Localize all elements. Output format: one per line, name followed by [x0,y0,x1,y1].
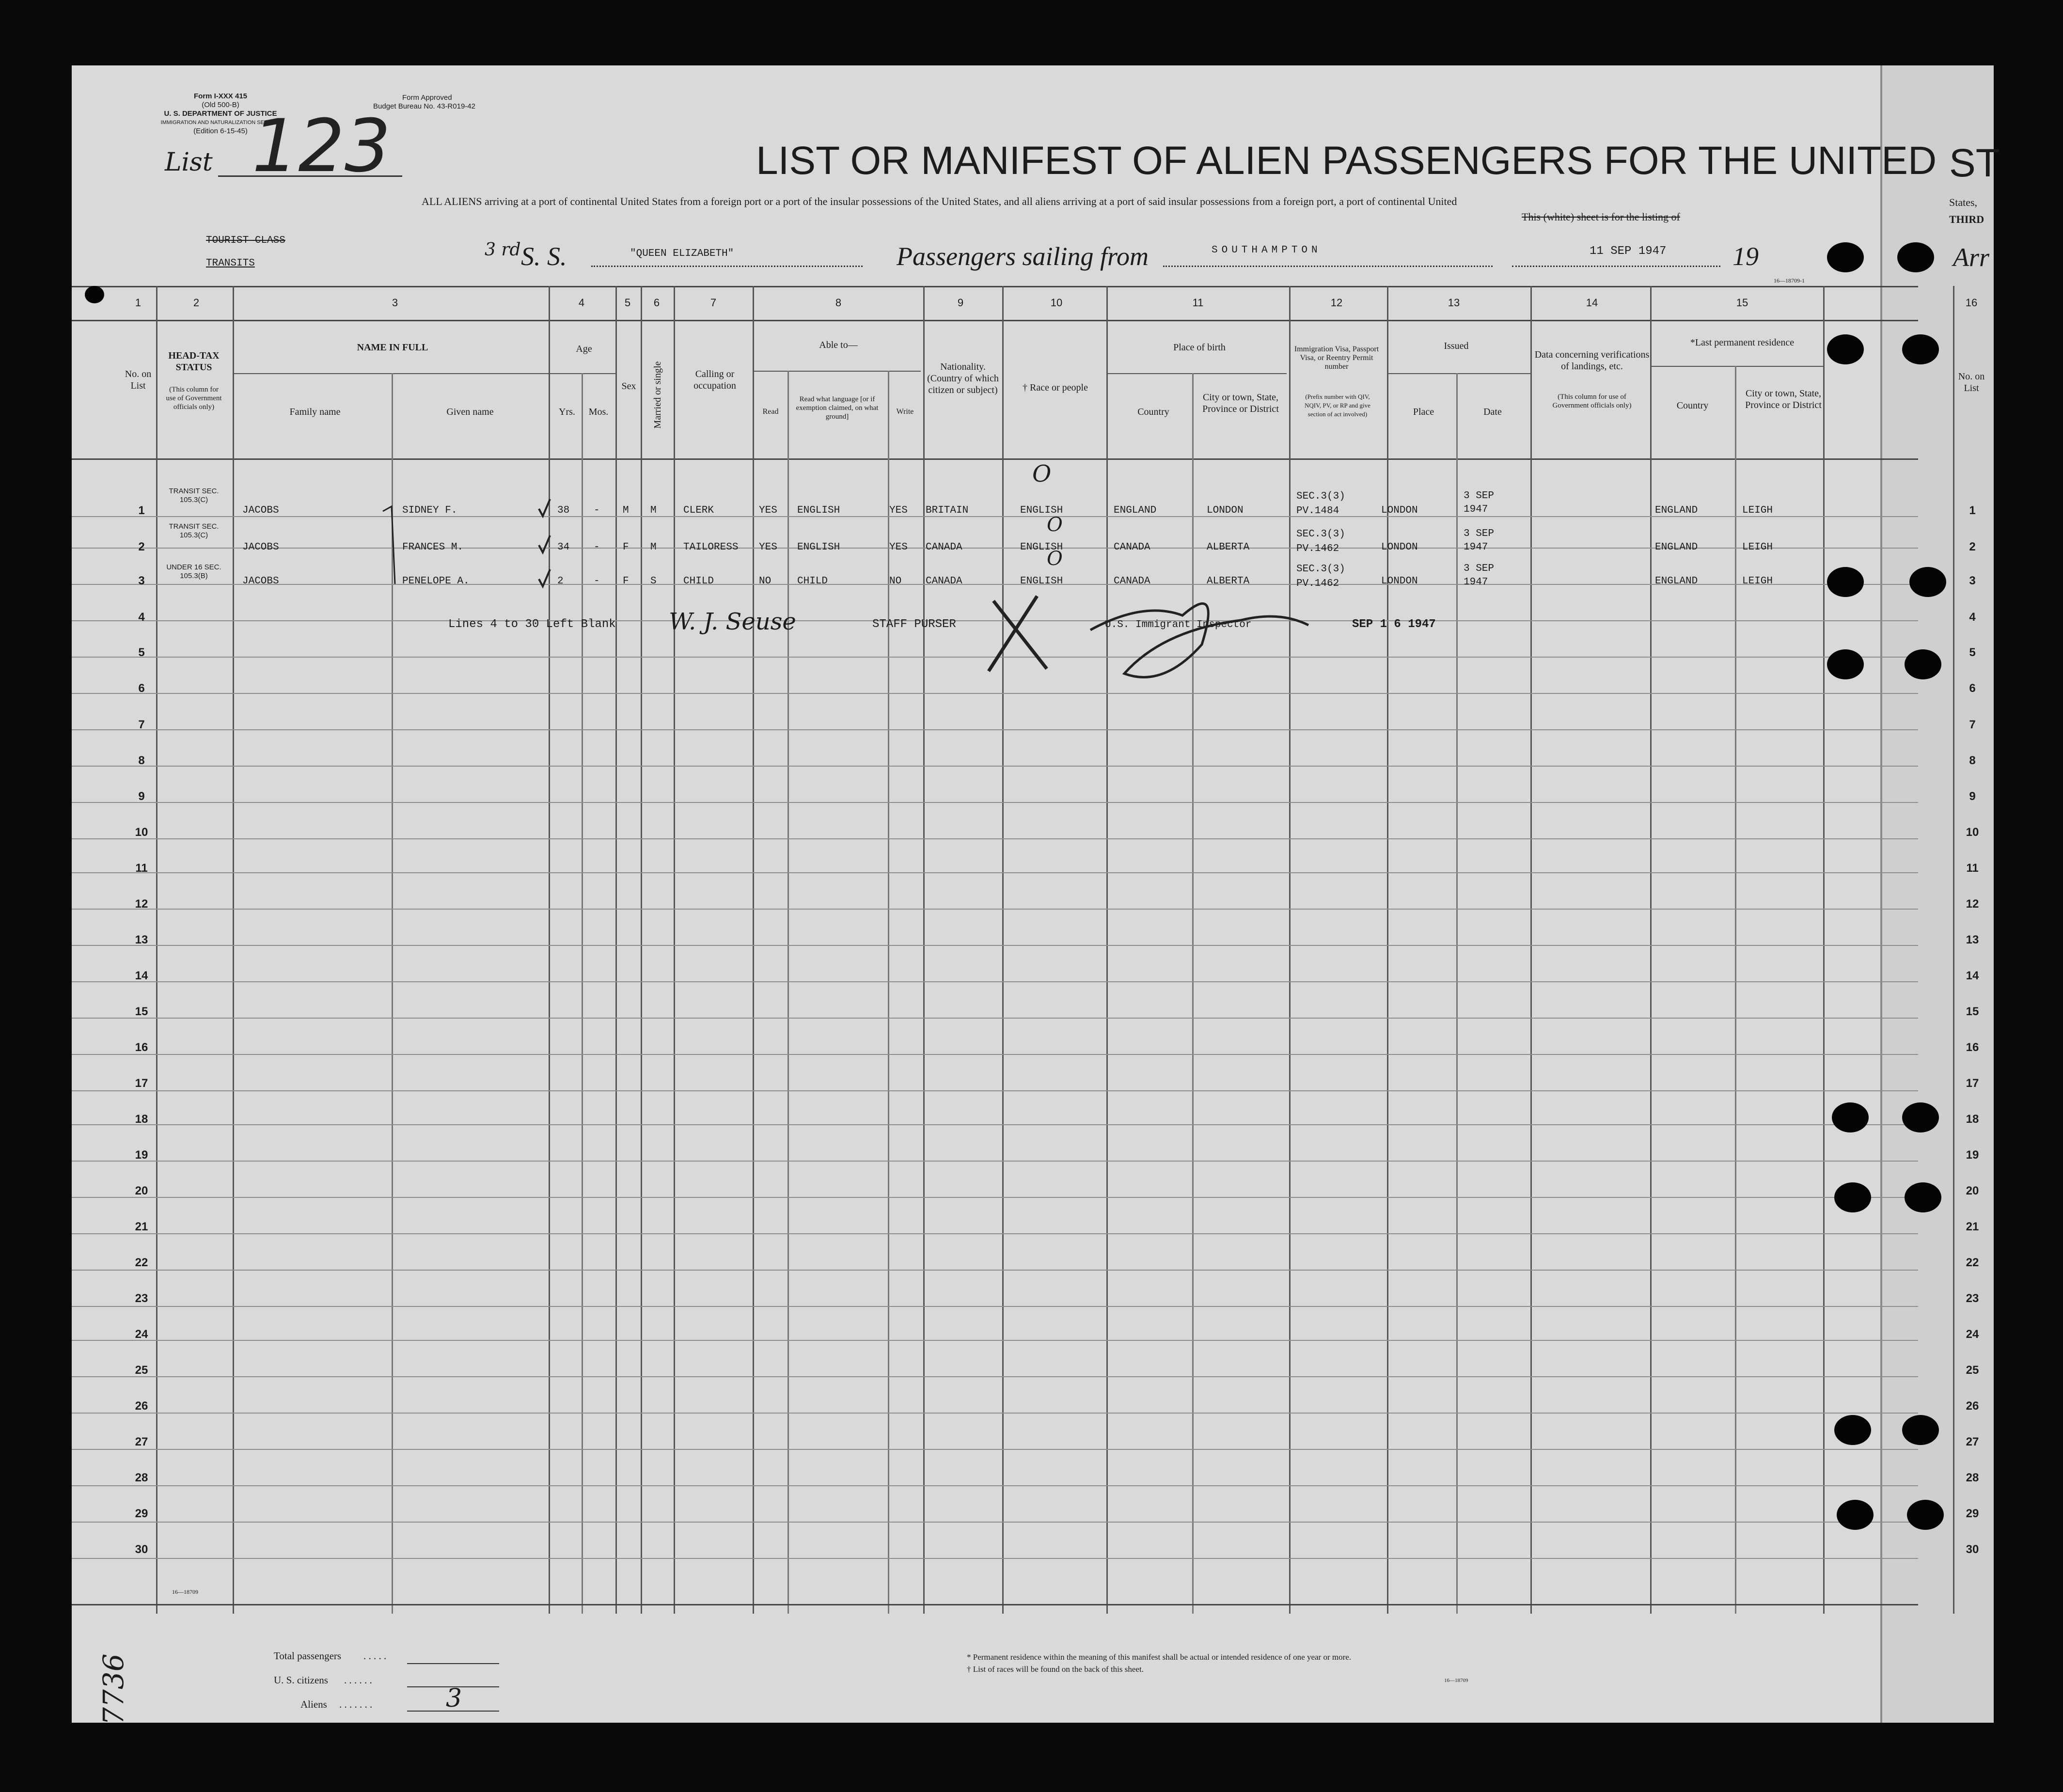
row-number-right: 4 [1969,611,1976,624]
header-given-name: Given name [446,407,494,417]
class-stamp: TOURIST CLASS [206,235,285,246]
row-number-right: 18 [1966,1113,1979,1126]
birth-country: CANADA [1114,576,1150,587]
header-verification: Data concerning verifications of landings, etc. [1534,349,1650,372]
row-number-right: 21 [1966,1220,1979,1233]
row-number-right: 15 [1966,1005,1979,1018]
read-language: ENGLISH [797,542,840,553]
given-name: PENELOPE A. [402,576,470,587]
row-number: 8 [138,754,145,767]
header-calling: Calling or occupation [693,369,736,391]
issued-place: LONDON [1381,576,1418,587]
column-number-1: 1 [135,297,142,309]
row-number: 12 [135,897,148,911]
residence-city: LEIGH [1742,576,1773,587]
punch-hole [1907,1500,1944,1530]
right-fragment-states: States, [1949,196,1978,208]
read-language: ENGLISH [797,505,840,516]
residence-country: ENGLAND [1655,576,1698,587]
row-number: 23 [135,1292,148,1305]
inspector-label: U.S. Immigrant Inspector [1105,619,1252,630]
row-number-right: 11 [1966,862,1979,875]
column-number-5: 5 [624,297,631,309]
issued-date: 3 SEP 1947 [1464,563,1495,588]
staff-purser-label: STAFF PURSER [872,618,956,631]
check-mark [539,499,550,516]
row-number: 19 [135,1148,148,1162]
residence-city: LEIGH [1742,505,1773,516]
birth-country: ENGLAND [1114,505,1157,516]
margin-number: 7736 [97,1653,130,1725]
row-number: 6 [138,682,145,695]
birth-city: ALBERTA [1207,542,1250,553]
can-read: NO [759,576,772,587]
row-number-right: 17 [1966,1077,1979,1090]
list-number: 123 [252,104,391,189]
header-birth-country: Country [1137,407,1169,417]
row-number-right: 30 [1966,1543,1979,1556]
nationality: CANADA [926,576,962,587]
form-edition: (Edition 6-15-45) [193,127,248,135]
age-months: - [594,576,600,587]
family-name: JACOBS [242,505,279,516]
header-head-tax-note: (This column for use of Government officials only) [166,386,222,411]
race: ENGLISH [1020,576,1063,587]
row-number-right: 16 [1966,1041,1979,1054]
us-citizens-dots: . . . . . . [344,1674,372,1686]
manifest-subtitle: ALL ALIENS arriving at a port of continental United States from a foreign port or a port of the insular possessions of the United States, and all aliens arriving at a port of said insular possessions from a foreign port, a port of continental United [422,195,1457,207]
age-months: - [594,505,600,516]
punch-hole [1837,1500,1874,1530]
row-number-right: 8 [1969,754,1976,767]
row-number-right: 19 [1966,1148,1979,1162]
row-number-right: 7 [1969,718,1976,731]
footnote-residence: * Permanent residence within the meaning of this manifest shall be actual or intended residence of one year or more. [967,1652,1352,1662]
row-number-right: 26 [1966,1399,1979,1413]
birth-city: ALBERTA [1207,576,1250,587]
service-name: IMMIGRATION AND NATURALIZATION SERVICE [160,120,281,126]
header-res-country: Country [1676,400,1709,411]
row-number-right: 25 [1966,1364,1979,1377]
age-years: 2 [557,576,564,587]
header-nationality: Nationality. (Country of which citizen or subject) [927,362,999,395]
aliens-dots: . . . . . . . [339,1698,373,1710]
row-number: 7 [138,718,145,731]
header-issued: Issued [1444,341,1469,351]
race-mark: O [1032,460,1052,487]
header-birth-city: City or town, State, Province or District [1202,392,1279,414]
manifest-title: LIST OR MANIFEST OF ALIEN PASSENGERS FOR THE UNITED [756,139,1937,183]
form-number: Form I-XXX 415 [193,92,248,100]
header-sex: Sex [621,381,636,392]
row-number: 11 [135,862,148,875]
column-number-10: 10 [1050,297,1063,309]
column-number-6: 6 [653,297,660,309]
residence-city: LEIGH [1742,542,1773,553]
header-family-name: Family name [289,407,341,417]
row-number-right: 20 [1966,1184,1979,1197]
column-number-13: 13 [1448,297,1460,309]
header-last-residence: *Last permanent residence [1690,337,1795,348]
header-verification-note: (This column for use of Government officials only) [1552,393,1632,409]
sailing-port: SOUTHAMPTON [1212,245,1322,256]
purser-signature: W. J. Seuse [669,608,796,635]
row-number-right: 22 [1966,1256,1979,1269]
header-head-tax: HEAD-TAX STATUS [168,350,220,373]
header-read: Read [762,408,779,416]
right-fragment-third: THIRD [1949,213,1984,225]
family-name: JACOBS [242,576,279,587]
issued-place: LONDON [1381,505,1418,516]
sex: F [623,542,629,553]
header-issued-place: Place [1413,407,1434,417]
header-read-language: Read what language [or if exemption claimed, on what ground] [796,395,879,421]
department-name: U. S. DEPARTMENT OF JUSTICE [164,110,277,118]
column-number-7: 7 [710,297,717,309]
can-write: NO [889,576,902,587]
marital-status: S [650,576,657,587]
sex: M [623,505,629,516]
ship-name: "QUEEN ELIZABETH" [630,248,734,259]
header-race: † Race or people [1023,382,1088,393]
row-number: 22 [135,1256,148,1269]
visa-number: SEC.3(3) PV.1484 [1296,491,1345,517]
column-number-14: 14 [1586,297,1598,309]
punch-hole [1834,1182,1871,1212]
row-number: 5 [138,646,145,659]
occupation: TAILORESS [683,542,739,553]
issued-date: 3 SEP 1947 [1464,528,1495,553]
punch-hole [1902,334,1939,364]
check-mark [539,535,550,552]
header-place-of-birth: Place of birth [1173,342,1226,353]
punch-hole [1897,242,1934,272]
residence-country: ENGLAND [1655,505,1698,516]
row-number: 29 [135,1507,148,1520]
read-language: CHILD [797,576,828,587]
handwritten-cross [989,596,1047,671]
row-number: 24 [135,1328,148,1341]
sailing-from-label: Passengers sailing from [897,242,1149,271]
row-number-right: 3 [1969,574,1976,587]
row-number-right: 5 [1969,646,1976,659]
blank-lines-note: Lines 4 to 30 Left Blank [448,618,616,631]
budget-bureau: Budget Bureau No. 43-R019-42 [373,102,475,110]
row-number: 28 [135,1471,148,1484]
row-number: 10 [135,826,148,839]
header-able-to: Able to— [819,340,858,350]
footnote-races: † List of races will be found on the back of this sheet. [967,1665,1144,1674]
punch-hole [1827,334,1864,364]
marital-status: M [650,505,657,516]
footnote-ref: 16—18709 [1444,1678,1468,1683]
sailing-date: 11 SEP 1947 [1590,245,1667,258]
header-visa-note: (Prefix number with QIV, NQIV, PV, or RP and give section of act involved) [1305,393,1370,418]
list-label: List [165,148,213,177]
us-citizens-label: U. S. citizens [274,1674,328,1686]
punch-hole [1902,1415,1939,1445]
header-res-city: City or town, State, Province or District [1745,388,1822,410]
column-number-4: 4 [578,297,585,309]
row-number: 1 [138,504,145,517]
punch-hole [1832,1102,1869,1132]
visa-number: SEC.3(3) PV.1462 [1296,564,1345,589]
row-number-right: 24 [1966,1328,1979,1341]
family-name: JACOBS [242,542,279,553]
punch-hole [1905,649,1941,679]
aliens-label: Aliens [300,1698,327,1710]
occupation: CLERK [683,505,714,516]
header-visa: Immigration Visa, Passport Visa, or Reentry Permit number [1294,345,1379,371]
row-number-right: 12 [1966,897,1979,911]
row-number-right: 6 [1969,682,1976,695]
total-line [407,1663,499,1664]
row-number: 14 [135,969,148,982]
bracket-mark [383,506,395,584]
row-number: 25 [135,1364,148,1377]
issued-date: 3 SEP 1947 [1464,490,1495,515]
header-no-on-list: No. on List [125,369,152,391]
inspector-signature [1090,604,1308,677]
column-number-9: 9 [957,297,964,309]
given-name: SIDNEY F. [402,505,457,516]
row-number: 26 [135,1399,148,1413]
punch-hole [1909,567,1946,597]
manifest-subtitle-line2: This (white) sheet is for the listing of [1522,211,1680,223]
column-number-11: 11 [1192,297,1204,309]
header-age: Age [576,344,592,354]
can-write: YES [889,505,908,516]
age-years: 38 [557,505,570,516]
row-number: 9 [138,790,145,803]
punch-hole [1827,242,1864,272]
row-number: 4 [138,611,145,624]
occupation: CHILD [683,576,714,587]
header-issued-date: Date [1483,407,1502,417]
row-number-right: 14 [1966,969,1979,982]
header-no-on-list-right: No. on List [1958,371,1985,393]
can-read: YES [759,542,777,553]
issued-place: LONDON [1381,542,1418,553]
row-number: 16 [135,1041,148,1054]
nationality: CANADA [926,542,962,553]
reference-number: 16—18709-1 [1774,277,1805,284]
race: ENGLISH [1020,505,1063,516]
total-passengers-dots: . . . . . [363,1650,387,1662]
header-yrs: Yrs. [559,407,575,417]
row-number-right: 29 [1966,1507,1979,1520]
can-read: YES [759,505,777,516]
residence-country: ENGLAND [1655,542,1698,553]
header-married: Married or single [652,361,663,429]
punch-hole-small [85,286,104,303]
ss-label: S. S. [521,242,567,271]
row-number: 2 [138,540,145,553]
approval-line: Form Approved [402,94,452,102]
row-number-right: 9 [1969,790,1976,803]
row-number-right: 10 [1966,826,1979,839]
nationality: BRITAIN [926,505,969,516]
ss-prefix: 3 rd [485,240,521,260]
row-number: 21 [135,1220,148,1233]
column-number-2: 2 [193,297,200,309]
row-number: 20 [135,1184,148,1197]
race-mark: O [1047,548,1063,570]
column-number-3: 3 [392,297,398,309]
race: ENGLISH [1020,542,1063,553]
transits-stamp: TRANSITS [206,258,255,269]
head-tax-status: TRANSIT SEC. 105.3(C) [169,522,219,539]
row-number: 27 [135,1435,148,1448]
column-number-8: 8 [835,297,842,309]
check-mark [539,569,550,586]
row-number-right: 27 [1966,1435,1979,1448]
column-number-16: 16 [1965,297,1978,309]
title-continuation: ST [1949,141,2000,185]
aliens-count: 3 [446,1684,462,1713]
inspection-date: SEP 1 6 1947 [1352,618,1436,631]
form-old-number: (Old 500-B) [202,101,239,109]
row-number: 30 [135,1543,148,1556]
birth-country: CANADA [1114,542,1150,553]
header-mos: Mos. [588,407,609,417]
right-fragment-arrival: Arr [1953,243,1990,272]
visa-number: SEC.3(3) PV.1462 [1296,529,1345,554]
row-number-right: 13 [1966,933,1979,946]
punch-hole [1902,1102,1939,1132]
column-number-15: 15 [1736,297,1748,309]
table-footer-ref: 16—18709 [172,1588,198,1595]
age-months: - [594,542,600,553]
age-years: 34 [557,542,570,553]
sex: F [623,576,629,587]
row-number-right: 28 [1966,1471,1979,1484]
row-number-right: 2 [1969,540,1976,553]
total-passengers-label: Total passengers [274,1650,342,1662]
column-number-12: 12 [1330,297,1343,309]
given-name: FRANCES M. [402,542,464,553]
row-number: 3 [138,574,145,587]
punch-hole [1827,649,1864,679]
year-label: 19 [1732,242,1759,271]
row-number: 15 [135,1005,148,1018]
row-number: 13 [135,933,148,946]
race-mark: O [1047,514,1063,536]
punch-hole [1834,1415,1871,1445]
punch-hole [1905,1182,1941,1212]
header-write: Write [896,408,914,416]
row-number-right: 1 [1969,504,1976,517]
row-number: 18 [135,1113,148,1126]
head-tax-status: UNDER 16 SEC. 105.3(B) [166,563,221,580]
punch-hole [1827,567,1864,597]
marital-status: M [650,542,657,553]
row-number: 17 [135,1077,148,1090]
can-write: YES [889,542,908,553]
head-tax-status: TRANSIT SEC. 105.3(C) [169,487,219,504]
birth-city: LONDON [1207,505,1244,516]
header-name-in-full: NAME IN FULL [357,342,428,353]
row-number-right: 23 [1966,1292,1979,1305]
